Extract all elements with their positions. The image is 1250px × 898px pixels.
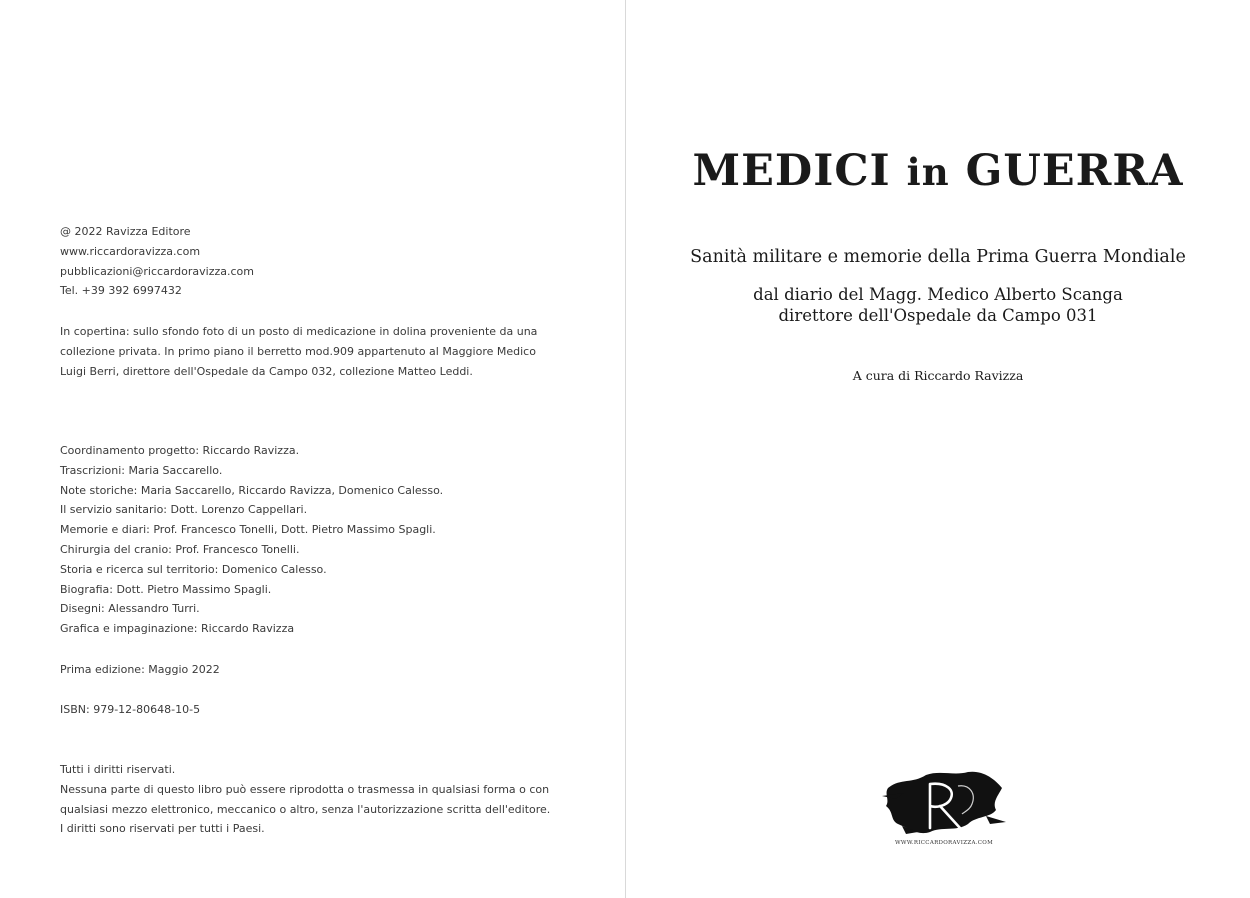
credit-line: Biografia: Dott. Pietro Massimo Spagli.	[60, 582, 272, 596]
rights-line: Nessuna parte di questo libro può essere riprodotta o trasmessa in qualsiasi forma o con	[60, 782, 550, 796]
publisher-contacts	[60, 222, 580, 301]
rights-line: Tutti i diritti riservati.	[60, 763, 176, 776]
credits-list	[60, 441, 580, 639]
curator-credit: A cura di Riccardo Ravizza	[852, 368, 1024, 383]
edition-info	[60, 660, 580, 680]
book-title	[626, 146, 1250, 196]
brush-r-logo-icon	[882, 766, 1006, 840]
diary-line: direttore dell'Ospedale da Campo 031	[778, 306, 1098, 325]
logo-website-text: WWW.RICCARDORAVIZZA.COM	[894, 840, 994, 846]
website-line: www.riccardoravizza.com	[60, 244, 201, 258]
rights-line: I diritti sono riservati per tutti i Paesi.	[60, 822, 265, 836]
credit-line: Il servizio sanitario: Dott. Lorenzo Cappellari.	[60, 503, 308, 517]
credit-line: Disegni: Alessandro Turri.	[60, 602, 200, 616]
book-subtitle: Sanità militare e memorie della Prima Guerra Mondiale	[690, 247, 1186, 267]
credit-line: Note storiche: Maria Saccarello, Riccardo Ravizza, Domenico Calesso.	[60, 483, 444, 497]
credit-line: Memorie e diari: Prof. Francesco Tonelli, Dott. Pietro Massimo Spagli.	[60, 523, 436, 537]
book-title-in: in	[906, 150, 950, 194]
cover-note-line: collezione privata. In primo piano il berretto mod.909 appartenuto al Maggiore Medico	[60, 344, 536, 358]
email-line: pubblicazioni@riccardoravizza.com	[60, 264, 254, 278]
phone-line: Tel. +39 392 6997432	[60, 284, 182, 298]
publisher-logo	[882, 766, 1006, 852]
credit-line: Trascrizioni: Maria Saccarello.	[60, 463, 223, 477]
title-page	[626, 0, 1250, 898]
cover-note-line: In copertina: sullo sfondo foto di un posto di medicazione in dolina proveniente da una	[60, 325, 538, 338]
diary-attribution	[626, 284, 1250, 326]
rights-notice	[60, 760, 580, 839]
credit-line: Coordinamento progetto: Riccardo Ravizza.	[60, 444, 300, 457]
credit-line: Grafica e impaginazione: Riccardo Ravizza	[60, 622, 295, 636]
book-title-medici: MEDICI	[692, 146, 891, 196]
book-title-guerra: GUERRA	[965, 146, 1184, 196]
rights-line: qualsiasi mezzo elettronico, meccanico o altro, senza l'autorizzazione scritta dell'editore.	[60, 802, 551, 816]
copyright-line: @ 2022 Ravizza Editore	[60, 225, 191, 238]
isbn-info	[60, 700, 580, 720]
diary-line: dal diario del Magg. Medico Alberto Scanga	[753, 285, 1123, 304]
edition-line: Prima edizione: Maggio 2022	[60, 663, 220, 676]
cover-note-line: Luigi Berri, direttore dell'Ospedale da Campo 032, collezione Matteo Leddi.	[60, 364, 473, 378]
credit-line: Chirurgia del cranio: Prof. Francesco Tonelli.	[60, 542, 300, 556]
credit-line: Storia e ricerca sul territorio: Domenico Calesso.	[60, 562, 327, 576]
isbn-line: ISBN: 979-12-80648-10-5	[60, 703, 201, 716]
cover-note	[60, 322, 580, 381]
